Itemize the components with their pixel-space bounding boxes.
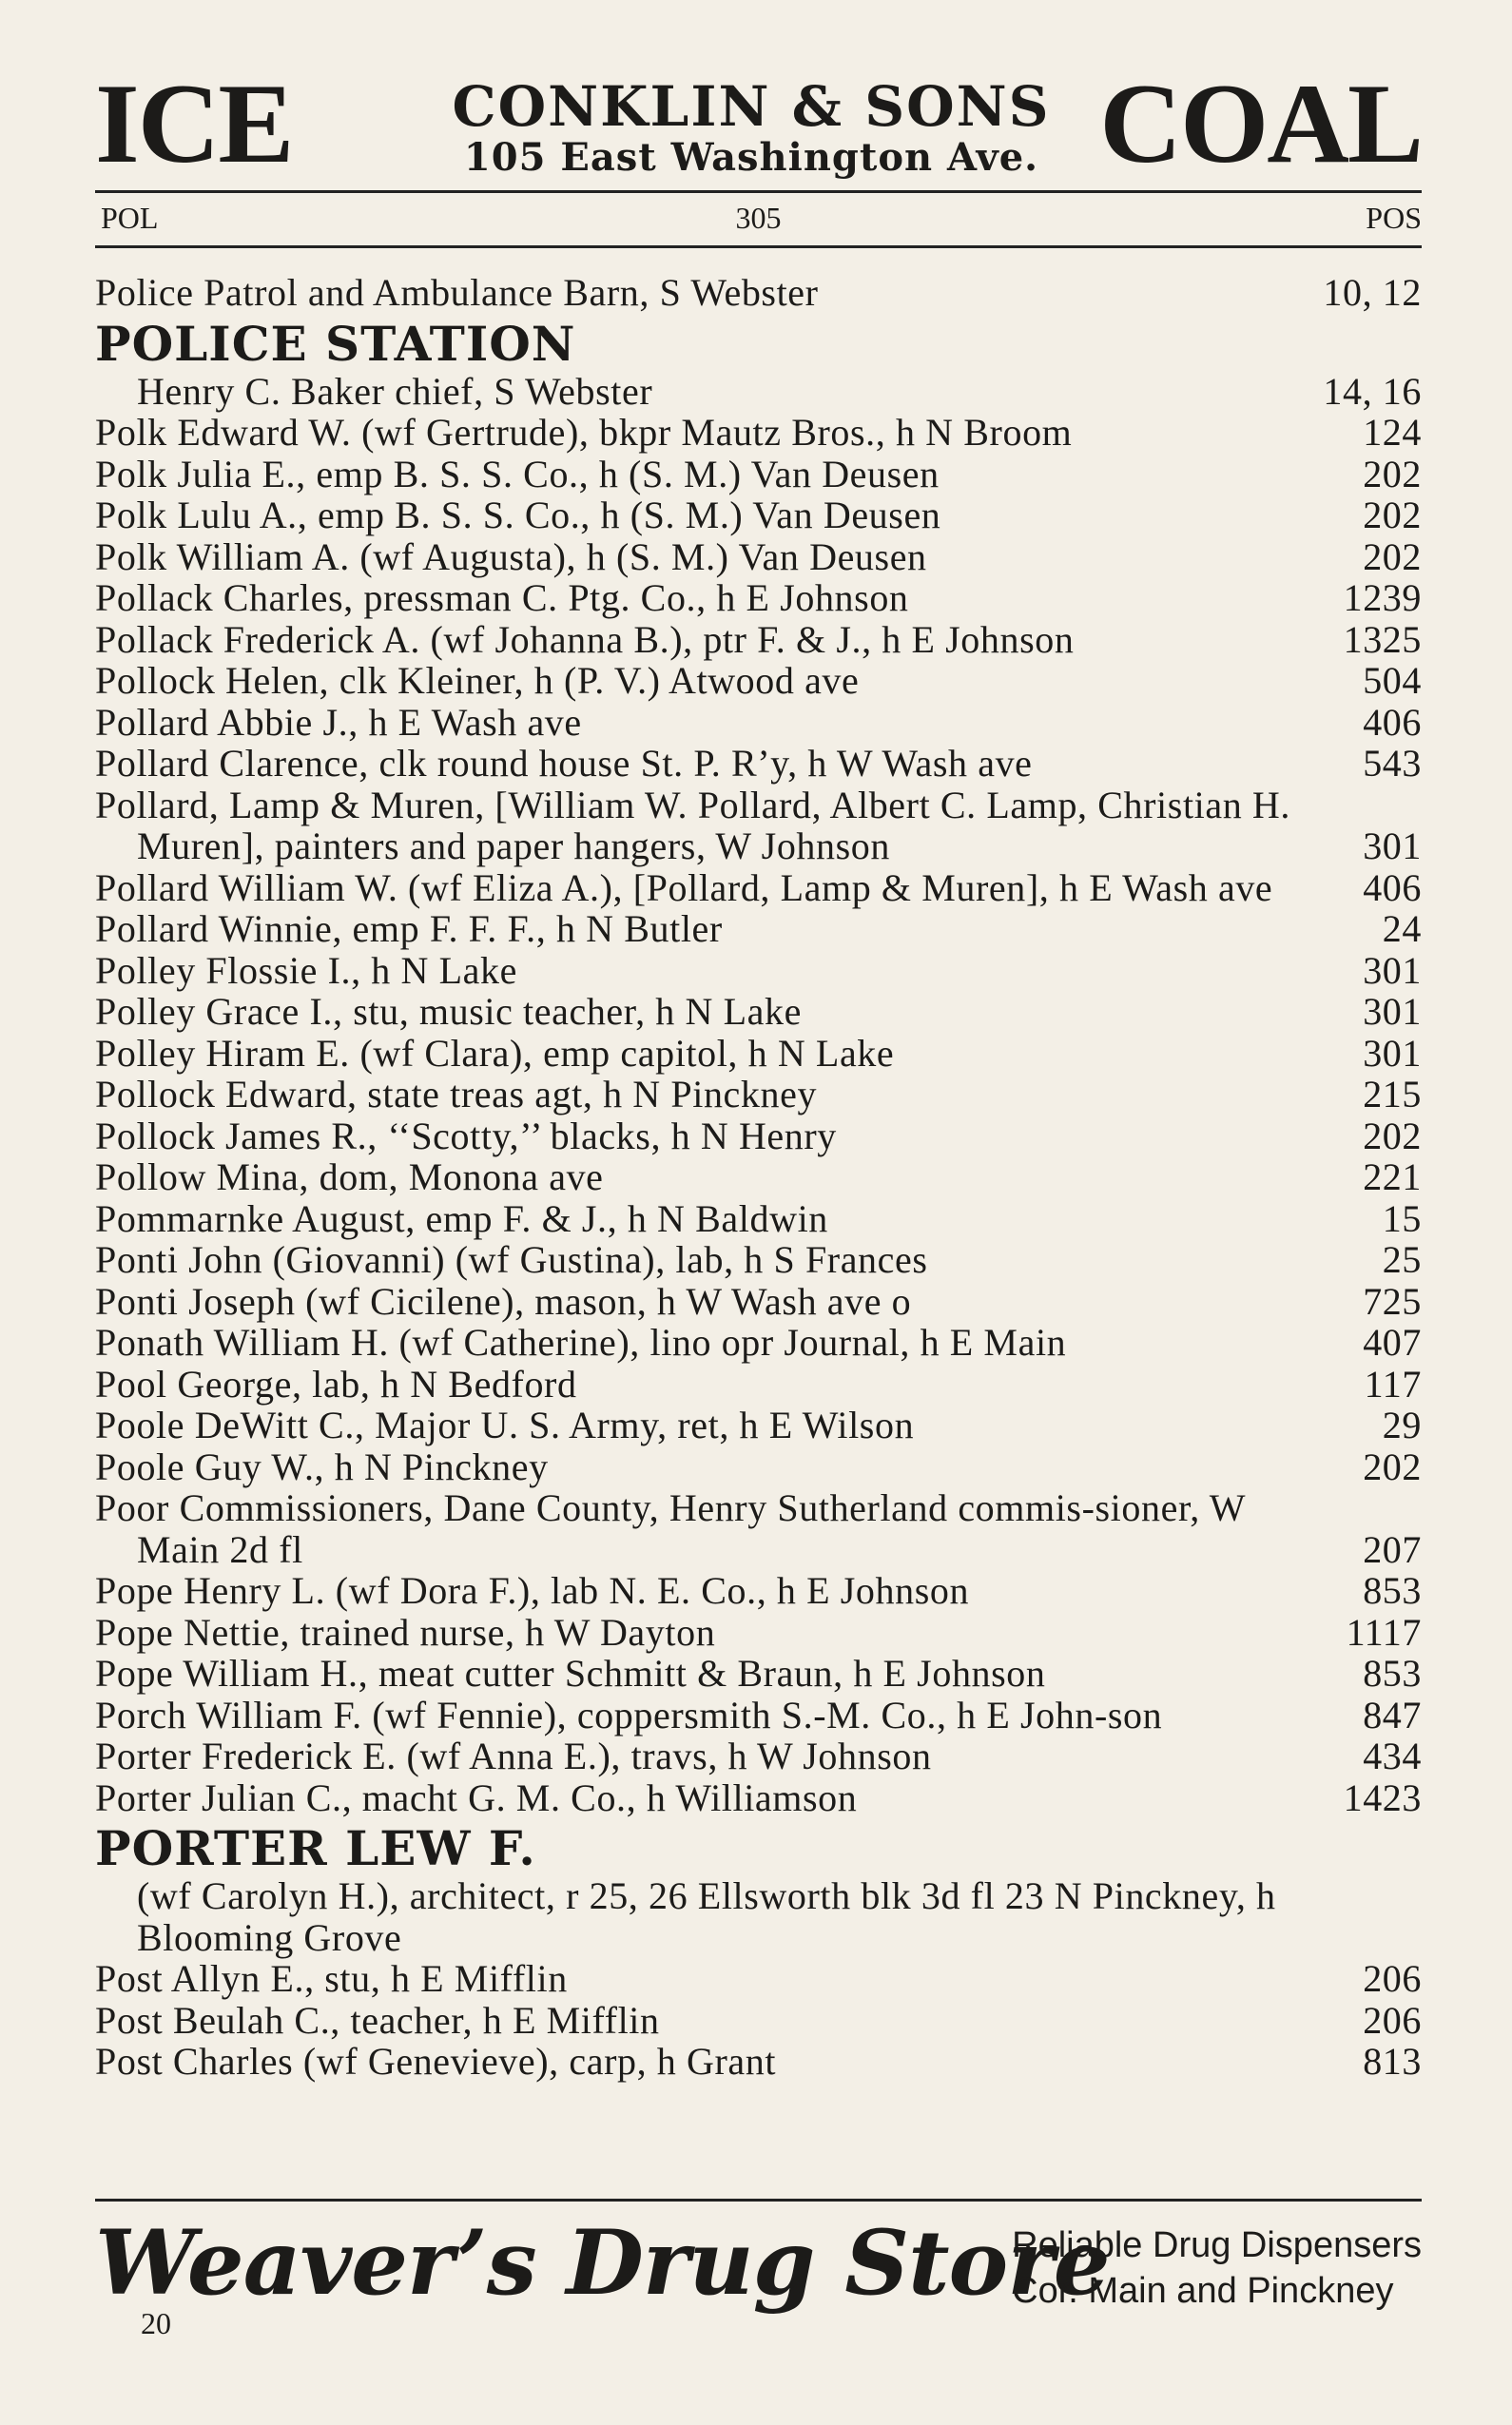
entry-text: Pommarnke August, emp F. & J., h N Baldwin bbox=[95, 1196, 828, 1240]
entry-address-number: 24 bbox=[1382, 907, 1422, 950]
entry-address-number: 301 bbox=[1363, 990, 1422, 1033]
directory-entry bbox=[95, 272, 1422, 314]
entry-text: Polley Grace I., stu, music teacher, h N Lake bbox=[95, 990, 802, 1033]
directory-entry bbox=[95, 1116, 1422, 1157]
directory-entry bbox=[95, 1198, 1422, 1240]
entry-text: Ponti John (Giovanni) (wf Gustina), lab, h S Frances bbox=[95, 1238, 928, 1281]
drug-store-tagline-block bbox=[1012, 2222, 1422, 2314]
entry-address-number: 207 bbox=[1363, 1527, 1422, 1571]
entry-text: Post Allyn E., stu, h E Mifflin bbox=[95, 1957, 568, 2000]
drug-store-tagline: Reliable Drug Dispensers bbox=[1012, 2225, 1422, 2265]
section-heading: POLICE STATION bbox=[95, 315, 576, 372]
directory-entry bbox=[95, 867, 1422, 909]
entry-text: Pollard, Lamp & Muren, [William W. Pollard, Albert C. Lamp, Christian H. Muren], painters and paper hangers, W Johnson bbox=[95, 783, 1291, 867]
entry-address-number: 202 bbox=[1363, 1445, 1422, 1488]
entry-text: Police Patrol and Ambulance Barn, S Webster bbox=[95, 271, 819, 314]
directory-entry bbox=[95, 577, 1422, 619]
directory-entry bbox=[95, 1322, 1422, 1364]
entry-address-number: 407 bbox=[1363, 1321, 1422, 1364]
guide-word-left: POL bbox=[101, 201, 159, 235]
entry-text: Polk William A. (wf Augusta), h (S. M.) Van Deusen bbox=[95, 534, 927, 578]
entry-text: Polley Hiram E. (wf Clara), emp capitol, h N Lake bbox=[95, 1031, 895, 1075]
entry-address-number: 1239 bbox=[1343, 576, 1422, 619]
directory-entry bbox=[95, 412, 1422, 454]
entry-text: Porter Julian C., macht G. M. Co., h Williamson bbox=[95, 1775, 858, 1819]
ad-company-block bbox=[380, 76, 1122, 179]
entry-address-number: 117 bbox=[1364, 1362, 1422, 1406]
directory-entry bbox=[95, 1156, 1422, 1198]
directory-entry bbox=[95, 950, 1422, 992]
directory-listings bbox=[95, 272, 1422, 2083]
entry-address-number: 543 bbox=[1363, 742, 1422, 785]
directory-entry bbox=[95, 1777, 1422, 1819]
directory-entry bbox=[95, 1653, 1422, 1695]
entry-address-number: 206 bbox=[1363, 1957, 1422, 2000]
entry-text: Post Charles (wf Genevieve), carp, h Grant bbox=[95, 2040, 777, 2083]
footer-rule bbox=[95, 2199, 1422, 2202]
entry-address-number: 813 bbox=[1363, 2040, 1422, 2083]
directory-entry bbox=[95, 1446, 1422, 1488]
directory-entry bbox=[95, 1487, 1422, 1570]
directory-entry bbox=[95, 454, 1422, 495]
directory-entry bbox=[95, 991, 1422, 1033]
drug-store-name: Weaver’s Drug Store bbox=[95, 2211, 1110, 2316]
entry-text: Pope Henry L. (wf Dora F.), lab N. E. Co., h E Johnson bbox=[95, 1569, 970, 1612]
entry-address-number: 215 bbox=[1363, 1073, 1422, 1116]
entry-text: Post Beulah C., teacher, h E Mifflin bbox=[95, 1998, 660, 2042]
entry-text: Pollard Abbie J., h E Wash ave bbox=[95, 700, 582, 744]
entry-text: Poole Guy W., h N Pinckney bbox=[95, 1445, 549, 1488]
entry-text: Pollow Mina, dom, Monona ave bbox=[95, 1155, 604, 1198]
entry-text: Pollock Edward, state treas agt, h N Pinckney bbox=[95, 1073, 818, 1116]
header-advertisement bbox=[95, 60, 1422, 186]
directory-entry bbox=[95, 743, 1422, 785]
entry-text: Pool George, lab, h N Bedford bbox=[95, 1362, 577, 1406]
entry-address-number: 847 bbox=[1363, 1693, 1422, 1736]
entry-address-number: 406 bbox=[1363, 700, 1422, 744]
directory-entry bbox=[95, 1695, 1422, 1736]
directory-entry bbox=[95, 495, 1422, 536]
entry-address-number: 202 bbox=[1363, 534, 1422, 578]
entry-address-number: 853 bbox=[1363, 1569, 1422, 1612]
directory-entry bbox=[95, 1239, 1422, 1281]
entry-address-number: 406 bbox=[1363, 865, 1422, 909]
header-rule-top bbox=[95, 190, 1422, 193]
page-number: 305 bbox=[735, 201, 782, 235]
entry-address-number: 434 bbox=[1363, 1735, 1422, 1777]
entry-text: Pollard William W. (wf Eliza A.), [Pollard, Lamp & Muren], h E Wash ave bbox=[95, 865, 1273, 909]
entry-text: Pollock Helen, clk Kleiner, h (P. V.) Atwood ave bbox=[95, 659, 860, 702]
entry-address-number: 301 bbox=[1363, 948, 1422, 992]
directory-entry bbox=[95, 1405, 1422, 1446]
entry-address-number: 202 bbox=[1363, 452, 1422, 495]
entry-text: Polk Lulu A., emp B. S. S. Co., h (S. M.) Van Deusen bbox=[95, 494, 941, 536]
entry-address-number: 221 bbox=[1363, 1155, 1422, 1198]
entry-text: Pollard Winnie, emp F. F. F., h N Butler bbox=[95, 907, 723, 950]
entry-text: Poor Commissioners, Dane County, Henry Sutherland commis-sioner, W Main 2d fl bbox=[95, 1486, 1246, 1571]
entry-text: Henry C. Baker chief, S Webster bbox=[137, 369, 653, 413]
directory-entry bbox=[95, 1074, 1422, 1116]
directory-entry bbox=[95, 371, 1422, 413]
entry-address-number: 10, 12 bbox=[1323, 271, 1422, 314]
entry-text: Polk Edward W. (wf Gertrude), bkpr Mautz Bros., h N Broom bbox=[95, 411, 1073, 454]
directory-entry bbox=[95, 619, 1422, 661]
entry-text: Pope Nettie, trained nurse, h W Dayton bbox=[95, 1610, 716, 1654]
entry-address-number: 1117 bbox=[1346, 1610, 1422, 1654]
entry-text: Pollock James R., ‘‘Scotty,’’ blacks, h N Henry bbox=[95, 1114, 837, 1157]
entry-address-number: 202 bbox=[1363, 1114, 1422, 1157]
footer-advertisement bbox=[95, 2211, 1422, 2325]
entry-text: Pollard Clarence, clk round house St. P. R’y, h W Wash ave bbox=[95, 742, 1033, 785]
directory-entry bbox=[95, 785, 1422, 867]
directory-entry bbox=[95, 1958, 1422, 2000]
entry-text: (wf Carolyn H.), architect, r 25, 26 Ellsworth blk 3d fl 23 N Pinckney, h Blooming Grove bbox=[137, 1874, 1276, 1959]
directory-entry bbox=[95, 702, 1422, 744]
directory-entry bbox=[95, 1736, 1422, 1777]
entry-address-number: 25 bbox=[1382, 1238, 1422, 1281]
entry-address-number: 1423 bbox=[1343, 1775, 1422, 1819]
entry-text: Ponti Joseph (wf Cicilene), mason, h W Wash ave o bbox=[95, 1279, 912, 1323]
entry-text: Pollack Charles, pressman C. Ptg. Co., h E Johnson bbox=[95, 576, 909, 619]
directory-entry bbox=[95, 908, 1422, 950]
entry-address-number: 124 bbox=[1363, 411, 1422, 454]
entry-text: Pollack Frederick A. (wf Johanna B.), ptr F. & J., h E Johnson bbox=[95, 617, 1075, 661]
entry-address-number: 1325 bbox=[1343, 617, 1422, 661]
entry-text: Polk Julia E., emp B. S. S. Co., h (S. M.) Van Deusen bbox=[95, 452, 940, 495]
directory-entry bbox=[95, 1570, 1422, 1612]
directory-entry bbox=[95, 1033, 1422, 1075]
running-header bbox=[95, 195, 1422, 242]
ad-ice-word: ICE bbox=[95, 60, 293, 186]
entry-address-number: 853 bbox=[1363, 1652, 1422, 1695]
guide-word-right: POS bbox=[1366, 201, 1422, 235]
entry-address-number: 15 bbox=[1382, 1196, 1422, 1240]
entry-address-number: 202 bbox=[1363, 494, 1422, 536]
directory-entry bbox=[95, 1612, 1422, 1654]
folio-number: 20 bbox=[141, 2306, 171, 2340]
header-rule-bottom bbox=[95, 245, 1422, 248]
entry-text: Ponath William H. (wf Catherine), lino opr Journal, h E Main bbox=[95, 1321, 1067, 1364]
entry-address-number: 14, 16 bbox=[1323, 369, 1422, 413]
directory-entry bbox=[95, 660, 1422, 702]
entry-text: Poole DeWitt C., Major U. S. Army, ret, h E Wilson bbox=[95, 1404, 915, 1446]
entry-address-number: 301 bbox=[1363, 1031, 1422, 1075]
entry-address-number: 725 bbox=[1363, 1279, 1422, 1323]
entry-text: Pope William H., meat cutter Schmitt & Braun, h E Johnson bbox=[95, 1652, 1046, 1695]
directory-entry bbox=[95, 2041, 1422, 2083]
entry-text: Polley Flossie I., h N Lake bbox=[95, 948, 517, 992]
entry-address-number: 504 bbox=[1363, 659, 1422, 702]
entry-address-number: 206 bbox=[1363, 1998, 1422, 2042]
ad-coal-word: COAL bbox=[1099, 60, 1422, 186]
ad-company-name: CONKLIN & SONS bbox=[452, 74, 1051, 139]
directory-entry bbox=[95, 1364, 1422, 1406]
entry-address-number: 29 bbox=[1382, 1404, 1422, 1446]
entry-text: Porch William F. (wf Fennie), coppersmith S.-M. Co., h E John-son bbox=[95, 1693, 1163, 1736]
directory-entry bbox=[95, 1281, 1422, 1323]
entry-text: Porter Frederick E. (wf Anna E.), travs, h W Johnson bbox=[95, 1735, 932, 1777]
ad-company-address: 105 East Washington Ave. bbox=[463, 135, 1039, 180]
directory-entry bbox=[95, 2000, 1422, 2042]
entry-address-number: 301 bbox=[1363, 824, 1422, 867]
directory-entry bbox=[95, 536, 1422, 578]
section-heading: PORTER LEW F. bbox=[95, 1820, 536, 1876]
directory-entry bbox=[95, 1875, 1422, 1958]
drug-store-location: Cor. Main and Pinckney bbox=[1012, 2271, 1394, 2311]
